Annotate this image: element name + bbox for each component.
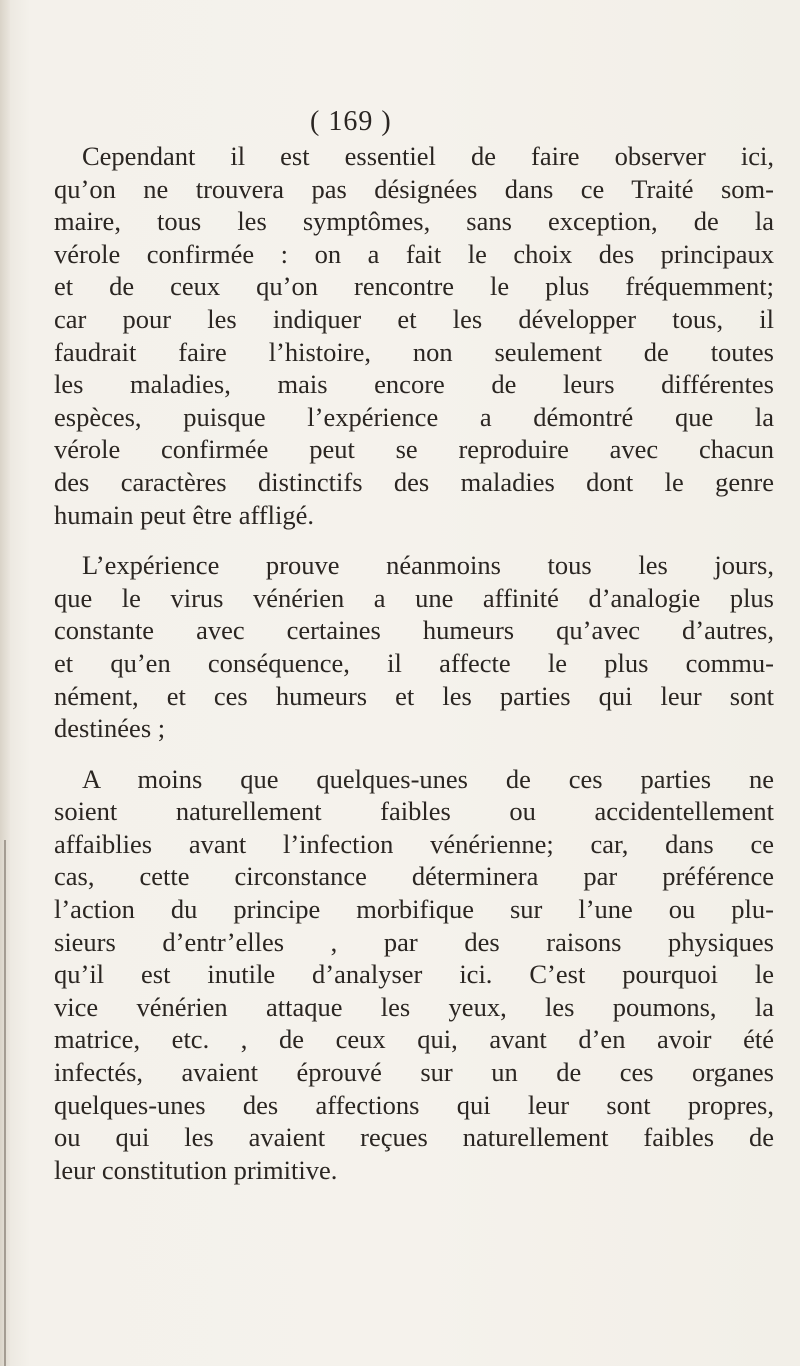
text-line: qu’il est inutile d’analyser ici. C’est pourquoi le	[54, 959, 774, 990]
text-line: sieurs d’entr’elles , par des raisons physiques	[54, 926, 774, 957]
text-line: espèces, puisque l’expérience a démontré que la	[54, 401, 774, 432]
text-line: matrice, etc. , de ceux qui, avant d’en avoir été	[54, 1024, 774, 1055]
page-number: ( 169 )	[310, 106, 392, 137]
text-line: L’expérience prouve néanmoins tous les jours,	[82, 550, 774, 581]
text-line: qu’on ne trouvera pas désignées dans ce Traité som-	[54, 173, 774, 204]
text-line: affaiblies avant l’infection vénérienne; car, dans ce	[54, 828, 774, 859]
text-line: car pour les indiquer et les développer tous, il	[54, 303, 774, 334]
binding-shadow	[4, 840, 6, 1366]
text-line: destinées ;	[54, 713, 166, 744]
text-line: nément, et ces humeurs et les parties qui leur sont	[54, 680, 774, 711]
text-line: faudrait faire l’histoire, non seulement de toutes	[54, 336, 774, 367]
text-line: cas, cette circonstance déterminera par préférence	[54, 861, 774, 892]
text-line: ou qui les avaient reçues naturellement faibles de	[54, 1122, 774, 1153]
paragraph-3	[54, 763, 774, 1187]
paragraph-2	[54, 549, 774, 745]
text-line: leur constitution primitive.	[54, 1154, 338, 1185]
text-line: vérole confirmée : on a fait le choix des principaux	[54, 238, 774, 269]
paragraph-1	[54, 140, 774, 531]
text-line: maire, tous les symptômes, sans exception, de la	[54, 206, 774, 237]
text-line: vice vénérien attaque les yeux, les poumons, la	[54, 991, 774, 1022]
text-line: et de ceux qu’on rencontre le plus fréquemment;	[54, 271, 774, 302]
text-line: les maladies, mais encore de leurs différentes	[54, 369, 774, 400]
text-line: humain peut être affligé.	[54, 499, 314, 530]
text-line: des caractères distinctifs des maladies dont le genre	[54, 466, 774, 497]
text-line: quelques-unes des affections qui leur sont propres,	[54, 1089, 774, 1120]
text-line: et qu’en conséquence, il affecte le plus commu-	[54, 647, 774, 678]
text-line: soient naturellement faibles ou accidentellement	[54, 796, 774, 827]
text-line: l’action du principe morbifique sur l’une ou plu-	[54, 894, 774, 925]
body-text	[54, 140, 774, 1186]
text-line: vérole confirmée peut se reproduire avec chacun	[54, 434, 774, 465]
text-line: infectés, avaient éprouvé sur un de ces organes	[54, 1057, 774, 1088]
text-line: constante avec certaines humeurs qu’avec d’autres,	[54, 615, 774, 646]
text-line: que le virus vénérien a une affinité d’analogie plus	[54, 582, 774, 613]
text-line: Cependant il est essentiel de faire observer ici,	[82, 141, 774, 171]
text-line: A moins que quelques-unes de ces parties ne	[82, 763, 774, 794]
